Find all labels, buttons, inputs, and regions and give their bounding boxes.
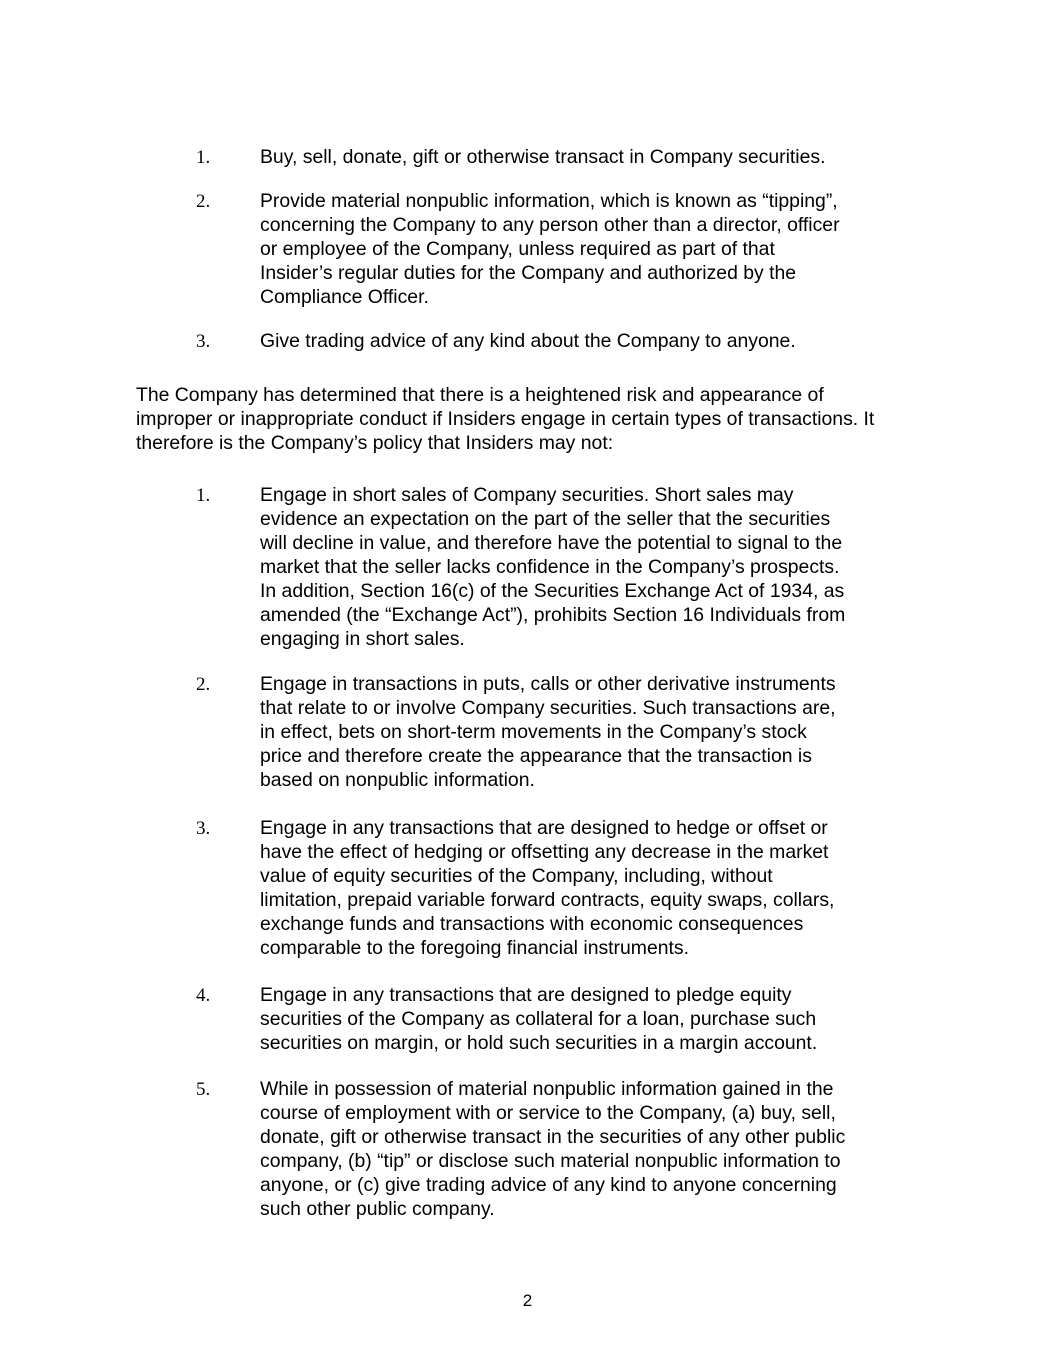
list-item bbox=[0, 672, 1055, 792]
list-item-number: 4. bbox=[196, 985, 211, 1006]
list-item-text: Provide material nonpublic information, which is known as “tipping”, concerning the Company to any person other than a director, officer or employee of the Company, unless required as part of that Insider’s regular duties for the Company and authorized by the Compliance Officer. bbox=[260, 190, 840, 308]
list-item-number: 3. bbox=[196, 818, 211, 839]
list-item-text: Engage in any transactions that are designed to hedge or offset or have the effect of hedging or offsetting any decrease in the market value of equity securities of the Company, including, without limitation, prepaid variable forward contracts, equity swaps, collars, exchange funds and transactions with economic consequences comparable to the foregoing financial instruments. bbox=[260, 817, 835, 959]
list-item-number: 5. bbox=[196, 1079, 211, 1100]
policy-paragraph: The Company has determined that there is a heightened risk and appearance of improper or inappropriate conduct if Insiders engage in certain types of transactions. It therefore is the Company’s policy that Insiders may not: bbox=[136, 384, 875, 454]
list-item bbox=[0, 816, 1055, 960]
list-item bbox=[0, 1077, 1055, 1221]
list-item bbox=[0, 329, 1055, 353]
page-number: 2 bbox=[522, 1291, 533, 1310]
prohibited-actions-list bbox=[0, 145, 1055, 353]
list-item bbox=[0, 189, 1055, 309]
list-item-number: 2. bbox=[196, 674, 211, 695]
list-item-text: Buy, sell, donate, gift or otherwise transact in Company securities. bbox=[260, 146, 826, 168]
list-item bbox=[0, 483, 1055, 651]
list-item-text: While in possession of material nonpublic information gained in the course of employment with or service to the Company, (a) buy, sell, donate, gift or otherwise transact in the securities of any other public company, (b) “tip” or disclose such material nonpublic information to anyone, or (c) give trading advice of any kind to anyone concerning such other public company. bbox=[260, 1078, 846, 1220]
list-item-number: 1. bbox=[196, 147, 211, 168]
list-item bbox=[0, 145, 1055, 169]
list-item-number: 1. bbox=[196, 485, 211, 506]
list-item-text: Engage in transactions in puts, calls or other derivative instruments that relate to or involve Company securities. Such transactions are, in effect, bets on short-term movements in the Company’s stock price and therefore create the appearance that the transaction is based on nonpublic information. bbox=[260, 673, 836, 791]
list-item-text: Give trading advice of any kind about the Company to anyone. bbox=[260, 330, 796, 352]
list-item-number: 3. bbox=[196, 331, 211, 352]
list-item-text: Engage in short sales of Company securities. Short sales may evidence an expectation on the part of the seller that the securities will decline in value, and therefore have the potential to signal to the market that the seller lacks confidence in the Company’s prospects. In addition, Section 16(c) of the Securities Exchange Act of 1934, as amended (the “Exchange Act”), prohibits Section 16 Individuals from engaging in short sales. bbox=[260, 484, 846, 650]
list-item bbox=[0, 983, 1055, 1055]
list-item-text: Engage in any transactions that are designed to pledge equity securities of the Company as collateral for a loan, purchase such securities on margin, or hold such securities in a margin account. bbox=[260, 984, 818, 1054]
restricted-transactions-list bbox=[0, 483, 1055, 1221]
list-item-number: 2. bbox=[196, 191, 211, 212]
